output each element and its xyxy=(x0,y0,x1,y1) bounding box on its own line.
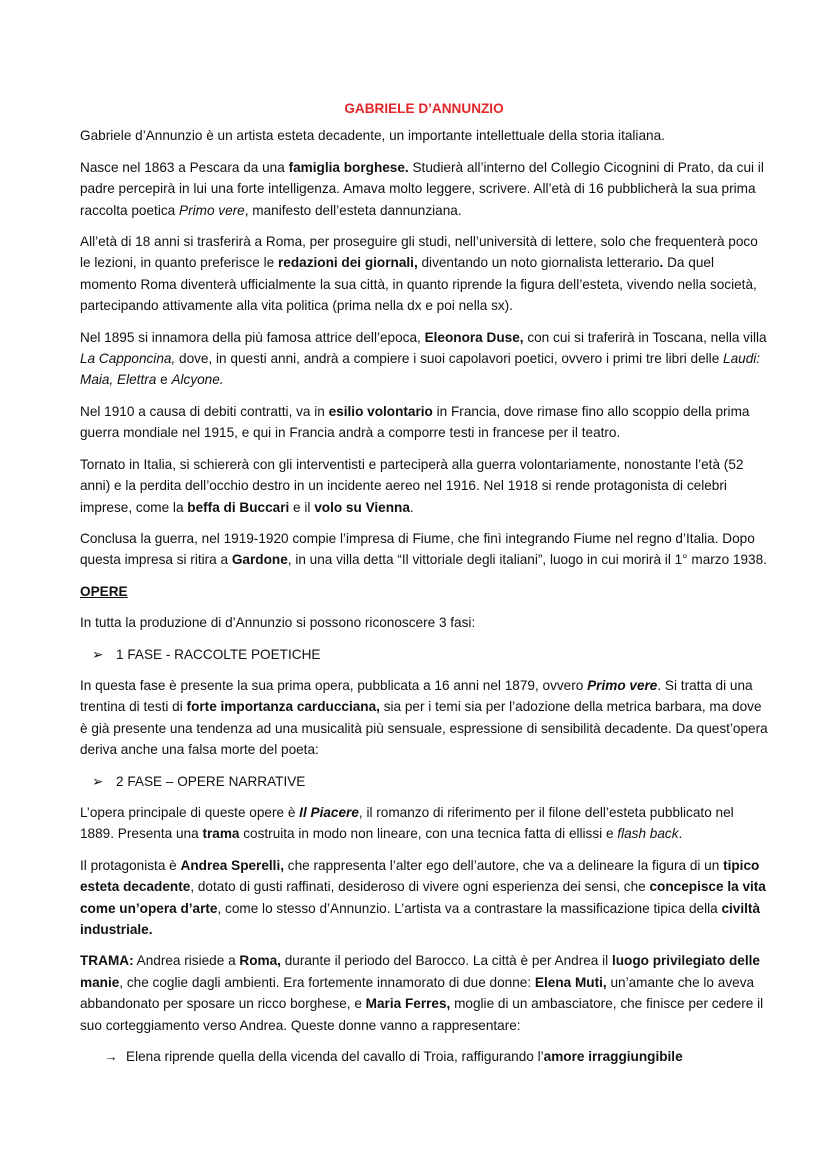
page-title: GABRIELE D’ANNUNZIO xyxy=(344,101,504,116)
paragraph-primo-vere: In questa fase è presente la sua prima opera, pubblicata a 16 anni nel 1879, ovvero Primo vere. Si tratta di una trentina di testi di forte importanza carducciana, sia per i temi sia per l’adozione della metrica barbara, ma dove è già presente una tendenza ad una musicalità più sensuale, espressione di sensibilità decadente. Da quest’opera deriva anche una falsa morte del poeta: xyxy=(80,677,768,758)
paragraph-il-piacere: L’opera principale di queste opere è Il Piacere, il romanzo di riferimento per il filone dell’esteta pubblicato nel 1889. Presenta una trama costruita in modo non lineare, con una tecnica fatta di ellissi e flash back. xyxy=(80,804,734,842)
paragraph-protagonist: Il protagonista è Andrea Sperelli, che rappresenta l’alter ego dell’autore, che va a delineare la figura di un tipico esteta decadente, dotato di gusti raffinati, desideroso di vivere ogni esperienza dei sensi, che concepisce la vita come un’opera d’arte, come lo stesso d’Annunzio. L’artista va a contrastare la massificazione tipica della civiltà industriale. xyxy=(80,857,766,937)
paragraph-fiume: Conclusa la guerra, nel 1919-1920 compie l’impresa di Fiume, che finì integrando Fiume nel regno d’Italia. Dopo questa impresa si ritira a Gardone, in una villa detta “Il vittoriale degli italiani”, luogo in cui morirà il 1° marzo 1938. xyxy=(80,530,767,568)
arrow-item-elena: → Elena riprende quella della vicenda del cavallo di Troia, raffigurando l’amore irraggiungibile xyxy=(80,1046,768,1067)
paragraph-war: Tornato in Italia, si schiererà con gli interventisti e parteciperà alla guerra volontariamente, nonostante l’età (52 anni) e la perdita dell’occhio destro in un incidente aereo nel 1916. Nel 1918 si rende protagonista di celebri imprese, come la beffa di Buccari e il volo su Vienna. xyxy=(80,456,744,515)
section-heading-opere: OPERE xyxy=(80,583,128,599)
bullet-fase-2: ➢ 2 FASE – OPERE NARRATIVE xyxy=(80,771,768,792)
paragraph-exile: Nel 1910 a causa di debiti contratti, va in esilio volontario in Francia, dove rimase fino allo scoppio della prima guerra mondiale nel 1915, e qui in Francia andrà a comporre testi in francese per il teatro. xyxy=(80,403,750,441)
paragraph-rome: All’età di 18 anni si trasferirà a Roma, per proseguire gli studi, nell’università di lettere, solo che frequenterà poco le lezioni, in quanto preferisce le redazioni dei giornali, diventando un noto giornalista letterario. Da quel momento Roma diventerà ufficialmente la sua città, in quanto riprende la figura dell’esteta, vivendo nella società, partecipando attivamente alla vita politica (prima nella dx e poi nella sx). xyxy=(80,234,758,314)
paragraph-trama: TRAMA: Andrea risiede a Roma, durante il periodo del Barocco. La città è per Andrea il luogo privilegiato delle manie, che coglie dagli ambienti. Era fortemente innamorato di due donne: Elena Muti, un’amante che lo aveva abbandonato per sposare un ricco borghese, e Maria Ferres, moglie di un ambasciatore, che finisce per cedere il suo corteggiamento verso Andrea. Queste donne vanno a rappresentare: xyxy=(80,953,764,1033)
paragraph-birth: Nasce nel 1863 a Pescara da una famiglia borghese. Studierà all’interno del Collegio Cicognini di Prato, da cui il padre percepirà in lui una forte intelligenza. Amava molto leggere, scrivere. All’età di 16 pubblicherà la sua prima raccolta poetica Primo vere, manifesto dell’esteta dannunziana. xyxy=(80,159,764,218)
bullet-arrowhead-icon: ➢ xyxy=(92,773,104,789)
intro-paragraph: Gabriele d’Annunzio è un artista esteta decadente, un importante intellettuale della storia italiana. xyxy=(80,128,665,144)
paragraph-duse: Nel 1895 si innamora della più famosa attrice dell’epoca, Eleonora Duse, con cui si traferirà in Toscana, nella villa La Capponcina, dove, in questi anni, andrà a compiere i suoi capolavori poetici, ovvero i primi tre libri delle Laudi: Maia, Elettra e Alcyone. xyxy=(80,329,767,388)
bullet-arrowhead-icon: ➢ xyxy=(92,646,104,662)
paragraph-phases: In tutta la produzione di d’Annunzio si possono riconoscere 3 fasi: xyxy=(80,615,476,631)
right-arrow-icon: → xyxy=(104,1049,118,1065)
bullet-fase-1: ➢ 1 FASE - RACCOLTE POETICHE xyxy=(80,644,768,665)
